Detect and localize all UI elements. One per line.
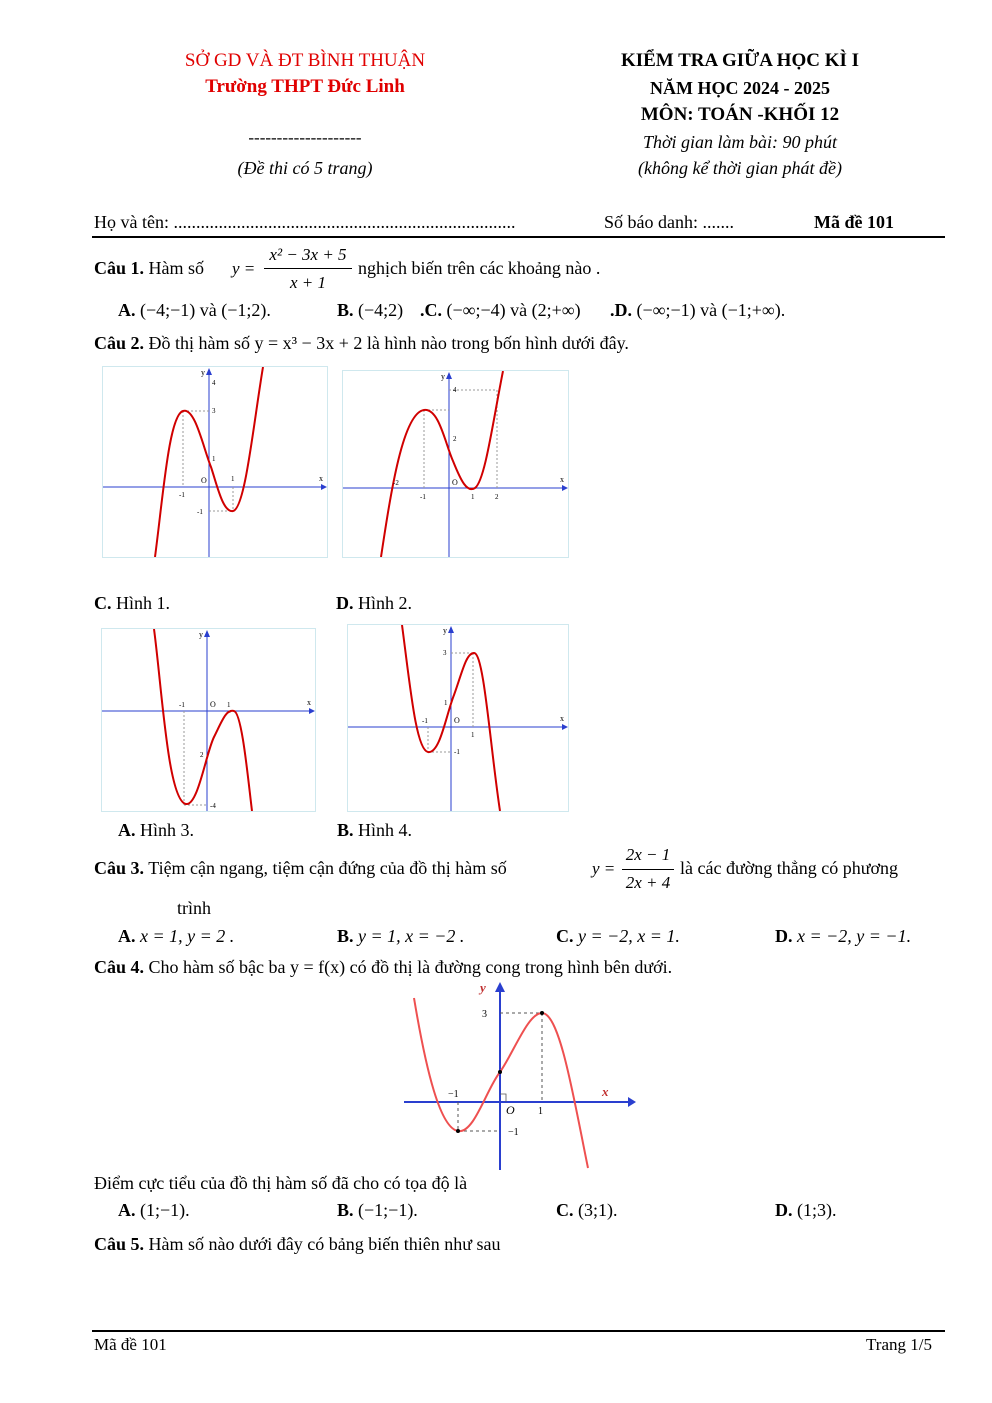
footer-divider — [92, 1330, 945, 1332]
q4-y-label: y — [480, 980, 486, 995]
question-5: Câu 5. Hàm số nào dưới đây có bảng biến thiên như sau — [94, 1234, 501, 1254]
student-id-field: Số báo danh: ....... — [604, 212, 734, 232]
q3-formula-lhs: y = — [592, 859, 616, 878]
g4-y-label: y — [443, 626, 447, 635]
g2-x-label: x — [560, 475, 564, 484]
question-3: Câu 3. Tiệm cận ngang, tiệm cận đứng của đồ thị hàm số — [94, 858, 507, 878]
g4-x-label: x — [560, 714, 564, 723]
q4-tick-neg1y: −1 — [508, 1127, 519, 1138]
q3-option-c: C. y = −2, x = 1. — [556, 926, 680, 946]
g2-tick-2x: 2 — [495, 493, 499, 501]
subject: MÔN: TOÁN -KHỐI 12 — [640, 104, 840, 125]
time-note: (không kể thời gian phát đề) — [637, 158, 843, 178]
g4-tick-3: 3 — [443, 649, 447, 657]
g2-y-label: y — [441, 372, 445, 381]
q3-formula-denominator: 2x + 4 — [625, 873, 671, 892]
q3-option-b: B. y = 1, x = −2 . — [337, 926, 465, 946]
exam-title: KIỂM TRA GIỮA HỌC KÌ I — [620, 50, 860, 71]
q1-formula-denominator: x + 1 — [289, 273, 327, 292]
q4-x-label: x — [602, 1084, 609, 1099]
g4-tick-neg1y: -1 — [454, 748, 460, 756]
g4-tick-1x: 1 — [471, 731, 475, 739]
g1-y-label: y — [201, 368, 205, 377]
graph-q4 — [404, 980, 636, 1170]
exam-code: Mã đề 101 — [814, 212, 894, 232]
g3-tick-neg4: -4 — [210, 802, 216, 810]
g3-tick-2: 2 — [200, 751, 204, 759]
q4-option-b: B. (−1;−1). — [337, 1200, 418, 1220]
q4-tick-3: 3 — [482, 1009, 487, 1020]
q3-fraction-bar — [622, 869, 674, 870]
q3-formula-numerator: 2x − 1 — [625, 845, 671, 864]
q2-option-d: D. Hình 2. — [336, 593, 412, 613]
q1-formula-numerator: x² − 3x + 5 — [269, 245, 347, 264]
g2-tick-neg2: -2 — [393, 479, 399, 487]
footer-page-number: Trang 1/5 — [866, 1335, 932, 1354]
g1-tick-neg1x: -1 — [179, 491, 185, 499]
question-4: Câu 4. Cho hàm số bậc ba y = f(x) có đồ thị là đường cong trong hình bên dưới. — [94, 957, 673, 977]
graph-1 — [102, 366, 328, 558]
g3-origin: O — [210, 700, 216, 709]
g1-tick-3: 3 — [212, 407, 216, 415]
g1-origin: O — [201, 476, 207, 485]
g2-origin: O — [452, 478, 458, 487]
g3-y-label: y — [199, 630, 203, 639]
g1-tick-1x: 1 — [231, 475, 235, 483]
g1-tick-1y: 1 — [212, 455, 216, 463]
g1-tick-4: 4 — [212, 379, 216, 387]
footer-exam-code: Mã đề 101 — [94, 1335, 167, 1354]
q3-option-d: D. x = −2, y = −1. — [775, 926, 912, 946]
q1-text-after: nghịch biến trên các khoảng nào . — [358, 258, 601, 278]
g3-tick-1: 1 — [227, 701, 231, 709]
g2-tick-neg1: -1 — [420, 493, 426, 501]
time-limit: Thời gian làm bài: 90 phút — [642, 132, 838, 152]
g2-tick-1: 1 — [471, 493, 475, 501]
q2-option-a: A. Hình 3. — [118, 820, 194, 840]
g3-x-label: x — [307, 698, 311, 707]
q4-option-a: A. (1;−1). — [118, 1200, 190, 1220]
graph-2 — [342, 370, 569, 558]
g1-x-label: x — [319, 474, 323, 483]
q1-option-d: .D. (−∞;−1) và (−1;+∞). — [610, 300, 786, 320]
q4-option-c: C. (3;1). — [556, 1200, 618, 1220]
g3-tick-neg1: -1 — [179, 701, 185, 709]
school-department: SỞ GD VÀ ĐT BÌNH THUẬN — [184, 50, 426, 71]
q4-origin: O — [506, 1103, 515, 1117]
q1-option-c: .C. (−∞;−4) và (2;+∞) — [420, 300, 581, 320]
student-name-field: Họ và tên: ............................................................................ — [94, 212, 516, 232]
q1-option-a: A. (−4;−1) và (−1;2). — [118, 300, 271, 320]
q4-tick-1: 1 — [538, 1106, 543, 1117]
q3-text-after: là các đường thẳng có phương — [680, 858, 898, 878]
g1-tick-neg1y: -1 — [197, 508, 203, 516]
school-year: NĂM HỌC 2024 - 2025 — [650, 78, 830, 98]
g4-origin: O — [454, 716, 460, 725]
g4-tick-neg1x: -1 — [422, 717, 428, 725]
q2-option-b: B. Hình 4. — [337, 820, 413, 840]
school-name: Trường THPT Đức Linh — [205, 76, 405, 97]
q4-option-d: D. (1;3). — [775, 1200, 837, 1220]
g2-tick-4: 4 — [453, 386, 457, 394]
g4-tick-1y: 1 — [444, 699, 448, 707]
q1-fraction-bar — [264, 268, 352, 269]
header-dash: -------------------- — [248, 128, 362, 147]
q4-tick-neg1x: −1 — [448, 1089, 459, 1100]
q3-text-wrap: trình — [177, 898, 211, 918]
page-count-note: (Đề thi có 5 trang) — [237, 158, 373, 178]
q2-option-c: C. Hình 1. — [94, 593, 170, 613]
graph-3 — [101, 628, 316, 812]
g2-tick-2y: 2 — [453, 435, 457, 443]
q4-question: Điểm cực tiểu của đồ thị hàm số đã cho có tọa độ là — [94, 1173, 468, 1193]
question-1: Câu 1. Hàm số — [94, 258, 205, 278]
q3-option-a: A. x = 1, y = 2 . — [118, 926, 235, 946]
q1-option-b: B. (−4;2) — [337, 300, 404, 320]
header-divider — [92, 236, 945, 238]
question-2: Câu 2. Đồ thị hàm số y = x³ − 3x + 2 là hình nào trong bốn hình dưới đây. — [94, 333, 629, 353]
q1-formula-lhs: y = — [232, 259, 256, 278]
graph-4 — [347, 624, 569, 812]
